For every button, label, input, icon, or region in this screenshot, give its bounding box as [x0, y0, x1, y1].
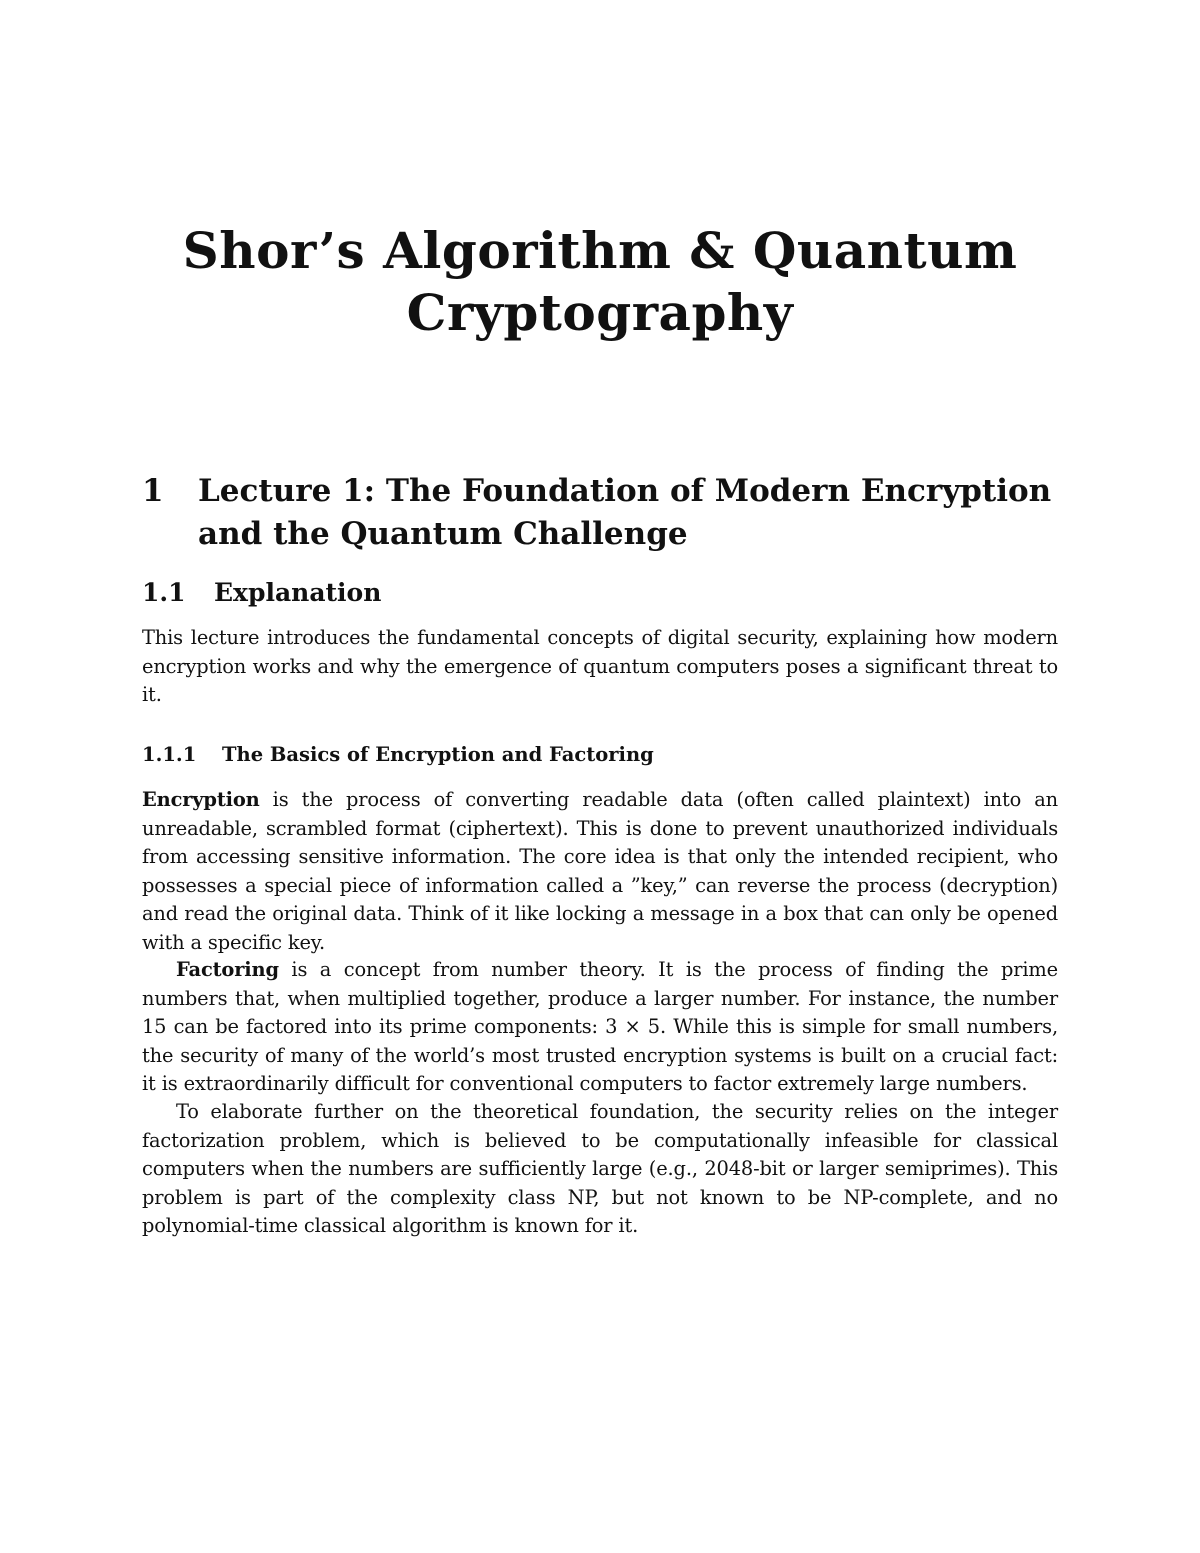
subsubsection-number: 1.1.1: [142, 743, 197, 766]
subsection-number: 1.1: [142, 578, 186, 607]
section-title: Lecture 1: The Foundation of Modern Encryption and the Quantum Challenge: [198, 473, 1052, 552]
factoring-term: Factoring: [176, 958, 279, 981]
subsection-heading: [142, 575, 381, 611]
encryption-term: Encryption: [142, 788, 260, 811]
encryption-paragraph: [142, 786, 1058, 957]
subsection-title: Explanation: [214, 578, 382, 607]
encryption-text: is the process of converting readable data (often called plaintext) into an unreadable, scrambled format (ciphertext). This is done to prevent unauthorized individuals from accessing sensitive information. The core idea is that only the intended recipient, who possesses a special piece of information called a ”key,” can reverse the process (decryption) and read the original data. Think of it like locking a message in a box that can only be opened with a specific key.: [142, 788, 1058, 954]
section-heading: [142, 470, 1082, 556]
factoring-text: is a concept from number theory. It is the process of finding the prime numbers that, when multiplied together, produce a larger number. For instance, the number 15 can be factored into its prime components: 3 × 5. While this is simple for small numbers, the security of many of the world’s most trusted encryption systems is built on a crucial fact: it is extraordinarily difficult for conventional computers to factor extremely large numbers.: [142, 958, 1058, 1095]
document-title: Shor’s Algorithm & Quantum Cryptography: [182, 221, 1018, 342]
intro-paragraph: This lecture introduces the fundamental concepts of digital security, explaining how modern encryption works and why the emergence of quantum computers poses a significant threat to it.: [142, 626, 1058, 706]
section-number: 1: [142, 473, 164, 509]
subsubsection-title: The Basics of Encryption and Factoring: [222, 743, 654, 766]
subsubsection-heading: [142, 740, 654, 770]
elaborate-paragraph: To elaborate further on the theoretical foundation, the security relies on the integer factorization problem, which is believed to be computationally infeasible for classical computers when the numbers are sufficiently large (e.g., 2048-bit or larger semiprimes). This problem is part of the complexity class NP, but not known to be NP-complete, and no polynomial-time classical algorithm is known for it.: [142, 1100, 1058, 1237]
factoring-paragraph: [142, 956, 1058, 1099]
